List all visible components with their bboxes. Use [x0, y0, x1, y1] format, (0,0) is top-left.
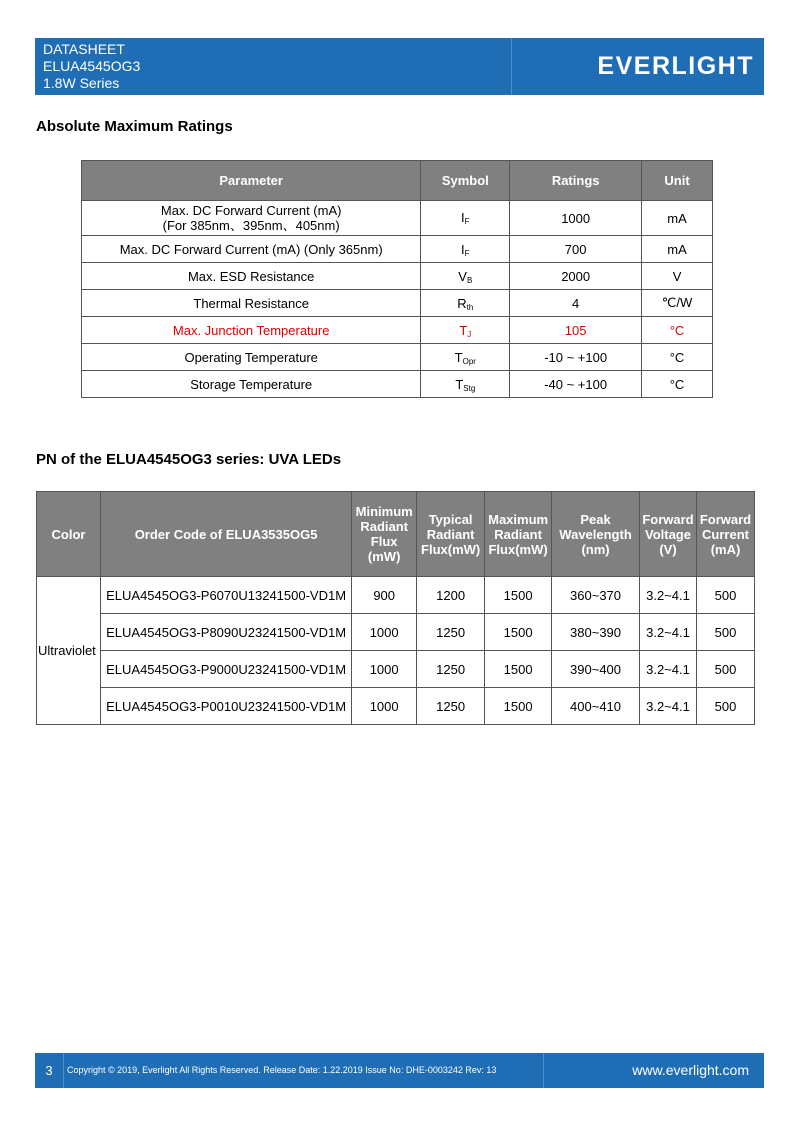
parameter-text: Max. ESD Resistance — [187, 268, 315, 284]
table-row — [37, 614, 755, 651]
unit-cell: °C — [642, 317, 713, 344]
header-divider — [511, 38, 512, 95]
copyright-text: Copyright © 2019, Everlight All Rights Reserved. Release Date: 1.22.2019 Issue No: DHE-0003242 Rev: 13 — [67, 1065, 497, 1075]
symbol-text: V — [458, 268, 467, 284]
forward-voltage-cell: 3.2~4.1 — [640, 577, 697, 614]
symbol-text: I — [461, 209, 465, 225]
min-flux-cell: 900 — [352, 577, 417, 614]
forward-current-cell: 500 — [696, 651, 754, 688]
unit-cell: °C — [642, 344, 713, 371]
symbol-text: T — [454, 349, 463, 365]
rating-cell: 700 — [510, 236, 642, 263]
doc-type: DATASHEET — [43, 41, 125, 57]
parameter-text: Max. Junction Temperature — [172, 322, 330, 338]
peak-wavelength-cell: 390~400 — [552, 651, 640, 688]
symbol-cell — [421, 344, 510, 371]
everlight-logo: EVERLIGHT — [597, 52, 754, 80]
table-row — [82, 201, 713, 236]
rating-cell: 105 — [510, 317, 642, 344]
col-header-ratings: Ratings — [510, 161, 642, 201]
table-row — [82, 263, 713, 290]
parameter-text: Operating Temperature — [184, 349, 318, 365]
unit-cell: mA — [642, 201, 713, 236]
symbol-subscript: F — [464, 248, 470, 258]
min-flux-cell: 1000 — [352, 688, 417, 725]
header-text — [43, 41, 140, 92]
symbol-text: T — [459, 322, 468, 338]
col-header-max-flux: Maximum Radiant Flux(mW) — [485, 492, 552, 577]
forward-current-cell: 500 — [696, 577, 754, 614]
parameter-text: Storage Temperature — [190, 376, 313, 392]
max-flux-cell: 1500 — [485, 577, 552, 614]
forward-current-cell: 500 — [696, 614, 754, 651]
parameter-cell — [82, 290, 421, 317]
rating-cell: 1000 — [510, 201, 642, 236]
order-code-cell: ELUA4545OG3-P6070U13241500-VD1M — [100, 577, 351, 614]
col-header-peak-wavelength: Peak Wavelength (nm) — [552, 492, 640, 577]
symbol-subscript: Opr — [462, 356, 476, 366]
col-header-order-code: Order Code of ELUA3535OG5 — [100, 492, 351, 577]
unit-cell: °C — [642, 371, 713, 398]
col-header-symbol: Symbol — [421, 161, 510, 201]
absolute-max-ratings-table — [81, 160, 713, 398]
order-code-cell: ELUA4545OG3-P9000U23241500-VD1M — [100, 651, 351, 688]
page-number: 3 — [35, 1053, 64, 1088]
order-code-cell: ELUA4545OG3-P0010U23241500-VD1M — [100, 688, 351, 725]
forward-voltage-cell: 3.2~4.1 — [640, 688, 697, 725]
symbol-text: R — [457, 295, 467, 311]
order-code-cell: ELUA4545OG3-P8090U23241500-VD1M — [100, 614, 351, 651]
col-header-typ-flux: Typical Radiant Flux(mW) — [417, 492, 485, 577]
part-number-table — [36, 491, 755, 725]
col-header-min-flux: Minimum Radiant Flux (mW) — [352, 492, 417, 577]
forward-voltage-cell: 3.2~4.1 — [640, 651, 697, 688]
rating-cell: 4 — [510, 290, 642, 317]
rating-cell: -40 ~ +100 — [510, 371, 642, 398]
symbol-text: I — [461, 241, 465, 257]
unit-cell: mA — [642, 236, 713, 263]
table-header-row — [82, 161, 713, 201]
page-footer — [35, 1053, 764, 1088]
col-header-color: Color — [37, 492, 101, 577]
table-row — [37, 577, 755, 614]
series-name: 1.8W Series — [43, 75, 120, 91]
parameter-text: Max. DC Forward Current (mA) — [160, 203, 342, 218]
parameter-note: (For 385nm、395nm、405nm) — [162, 218, 340, 233]
section-title-pn: PN of the ELUA4545OG3 series: UVA LEDs — [36, 451, 342, 468]
parameter-cell — [82, 317, 421, 344]
footer-divider — [543, 1053, 544, 1088]
symbol-cell — [421, 371, 510, 398]
symbol-cell — [421, 236, 510, 263]
parameter-cell — [82, 371, 421, 398]
website-link[interactable]: www.everlight.com — [632, 1062, 749, 1078]
table-row — [37, 651, 755, 688]
parameter-cell — [82, 263, 421, 290]
typ-flux-cell: 1250 — [417, 614, 485, 651]
symbol-subscript: B — [466, 275, 473, 285]
part-number: ELUA4545OG3 — [43, 58, 141, 74]
max-flux-cell: 1500 — [485, 651, 552, 688]
parameter-cell — [82, 344, 421, 371]
symbol-cell — [421, 317, 510, 344]
forward-voltage-cell: 3.2~4.1 — [640, 614, 697, 651]
section-title-ratings: Absolute Maximum Ratings — [36, 118, 233, 135]
typ-flux-cell: 1250 — [417, 688, 485, 725]
table-row — [82, 317, 713, 344]
parameter-text: Max. DC Forward Current (mA) (Only 365nm) — [119, 241, 383, 257]
col-header-forward-voltage: Forward Voltage (V) — [640, 492, 697, 577]
table-header-row — [37, 492, 755, 577]
table-row — [82, 236, 713, 263]
symbol-subscript: th — [466, 302, 474, 312]
symbol-subscript: Stg — [463, 383, 476, 393]
unit-cell: V — [642, 263, 713, 290]
col-header-forward-current: Forward Current (mA) — [696, 492, 754, 577]
unit-cell: ℃/W — [642, 290, 713, 317]
min-flux-cell: 1000 — [352, 651, 417, 688]
symbol-cell — [421, 290, 510, 317]
symbol-subscript: F — [464, 216, 470, 226]
page-header — [35, 38, 764, 95]
max-flux-cell: 1500 — [485, 688, 552, 725]
peak-wavelength-cell: 400~410 — [552, 688, 640, 725]
symbol-subscript: J — [467, 329, 472, 339]
parameter-text: Thermal Resistance — [193, 295, 309, 311]
col-header-parameter: Parameter — [82, 161, 421, 201]
typ-flux-cell: 1250 — [417, 651, 485, 688]
table-row — [37, 688, 755, 725]
table-row — [82, 371, 713, 398]
min-flux-cell: 1000 — [352, 614, 417, 651]
forward-current-cell: 500 — [696, 688, 754, 725]
symbol-cell — [421, 263, 510, 290]
peak-wavelength-cell: 380~390 — [552, 614, 640, 651]
table-row — [82, 290, 713, 317]
parameter-cell — [82, 236, 421, 263]
max-flux-cell: 1500 — [485, 614, 552, 651]
rating-cell: 2000 — [510, 263, 642, 290]
peak-wavelength-cell: 360~370 — [552, 577, 640, 614]
symbol-cell — [421, 201, 510, 236]
typ-flux-cell: 1200 — [417, 577, 485, 614]
table-row — [82, 344, 713, 371]
col-header-unit: Unit — [642, 161, 713, 201]
parameter-cell — [82, 201, 421, 236]
symbol-text: T — [455, 376, 464, 392]
rating-cell: -10 ~ +100 — [510, 344, 642, 371]
color-group-cell: Ultraviolet — [37, 577, 101, 725]
